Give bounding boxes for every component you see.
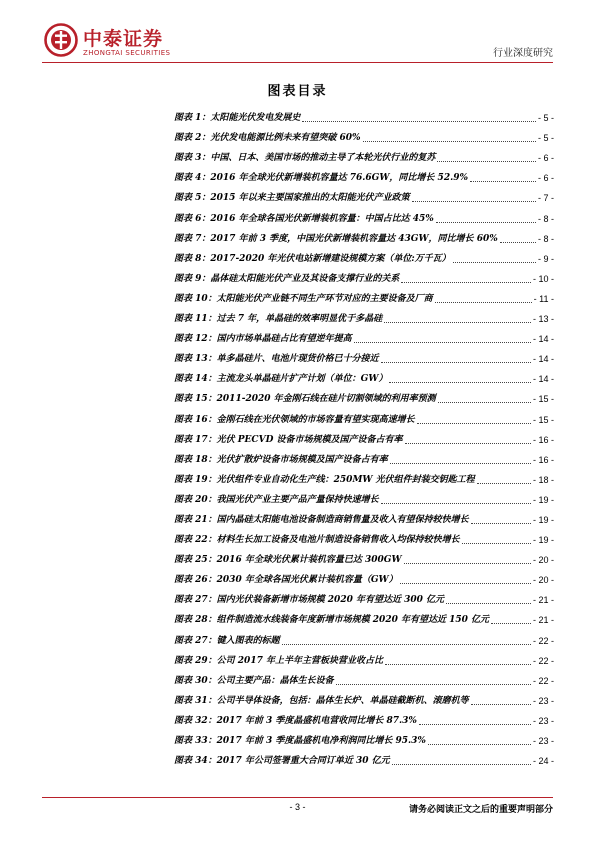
toc-entry-page: - 10 - [532, 273, 554, 284]
toc-dot-leader [389, 382, 531, 383]
header-divider [42, 62, 553, 63]
toc-entry-label: 图表 28：组件制造流水线装备年度新增市场规模 2020 年有望达近 150 亿元 [174, 615, 490, 626]
company-name-cn: 中泰证券 [83, 28, 164, 50]
toc-entry-page: - 20 - [532, 555, 554, 566]
toc-entry[interactable] [174, 626, 554, 646]
toc-dot-leader [437, 161, 536, 162]
toc-entry-label: 图表 19：光伏组件专业自动化生产线：250MW 光伏组件封装交钥匙工程 [174, 474, 475, 485]
toc-entry-page: - 21 - [532, 595, 554, 606]
toc-entry-label: 图表 1：太阳能光伏发电发展史 [174, 113, 301, 124]
toc-dot-leader [453, 262, 536, 263]
toc-entry-page: - 15 - [532, 394, 554, 405]
toc-dot-leader [400, 583, 531, 584]
toc-entry-label: 图表 27：国内光伏装备新增市场规模 2020 年有望达近 300 亿元 [174, 595, 445, 606]
toc-entry-page: - 14 - [532, 374, 554, 385]
toc-entry-label: 图表 4：2016 年全球光伏新增装机容量达 76.6GW，同比增长 52.9% [174, 173, 469, 184]
toc-entry[interactable] [174, 727, 554, 747]
toc-dot-leader [435, 302, 532, 303]
toc-dot-leader [419, 724, 531, 725]
toc-entry-page: - 21 - [532, 615, 554, 626]
toc-entry-page: - 13 - [532, 314, 554, 325]
toc-entry[interactable] [174, 405, 554, 425]
toc-entry-page: - 19 - [532, 535, 554, 546]
toc-dot-leader [381, 503, 531, 504]
toc-entry[interactable] [174, 586, 554, 606]
toc-entry[interactable] [174, 164, 554, 184]
toc-dot-leader [500, 242, 536, 243]
toc-entry[interactable] [174, 707, 554, 727]
toc-dot-leader [381, 362, 531, 363]
toc-dot-leader [417, 423, 531, 424]
toc-dot-leader [282, 644, 531, 645]
toc-entry[interactable] [174, 124, 554, 144]
zhongtai-logo-icon [44, 23, 78, 57]
toc-entry-label: 图表 27：键入图表的标题 [174, 635, 280, 646]
toc-entry-page: - 22 - [532, 655, 554, 666]
toc-dot-leader [412, 201, 536, 202]
toc-dot-leader [384, 322, 531, 323]
toc-dot-leader [436, 222, 536, 223]
toc-entry-label: 图表 17：光伏 PECVD 设备市场规模及国产设备占有率 [174, 434, 403, 445]
toc-entry-page: - 14 - [532, 354, 554, 365]
toc-entry-label: 图表 14：主流龙头单晶硅片扩产计划（单位：GW） [174, 374, 388, 385]
toc-entry-label: 图表 34：2017 年公司签署重大合同订单近 30 亿元 [174, 756, 390, 767]
page-number: - 3 - [289, 802, 306, 812]
toc-entry[interactable] [174, 365, 554, 385]
toc-entry[interactable] [174, 687, 554, 707]
toc-dot-leader [363, 141, 536, 142]
report-type-label: 行业深度研究 [493, 48, 553, 59]
toc-dot-leader [438, 402, 531, 403]
toc-entry-label: 图表 6：2016 年全球各国光伏新增装机容量：中国占比达 45% [174, 213, 434, 224]
toc-entry[interactable] [174, 667, 554, 687]
toc-entry-page: - 7 - [537, 193, 554, 204]
toc-entry[interactable] [174, 566, 554, 586]
toc-dot-leader [404, 563, 531, 564]
toc-entry[interactable] [174, 606, 554, 626]
toc-entry-page: - 24 - [532, 756, 554, 767]
toc-entry-page: - 15 - [532, 414, 554, 425]
toc-entry-page: - 8 - [537, 233, 554, 244]
toc-entry-label: 图表 13：单多晶硅片、电池片现货价格已十分接近 [174, 354, 379, 365]
toc-entry[interactable] [174, 647, 554, 667]
toc-entry[interactable] [174, 546, 554, 566]
toc-entry-label: 图表 16：金刚石线在光伏领域的市场容量有望实现高速增长 [174, 414, 415, 425]
toc-entry-label: 图表 15：2011-2020 年金刚石线在硅片切割领域的利用率预测 [174, 394, 436, 405]
toc-entry[interactable] [174, 486, 554, 506]
toc-entry[interactable] [174, 385, 554, 405]
toc-entry-page: - 22 - [532, 675, 554, 686]
toc-entry-page: - 9 - [537, 253, 554, 264]
toc-entry-page: - 5 - [537, 133, 554, 144]
toc-entry-page: - 19 - [532, 494, 554, 505]
toc-entry[interactable] [174, 506, 554, 526]
toc-dot-leader [471, 523, 531, 524]
toc-entry[interactable] [174, 526, 554, 546]
company-name-en: ZHONGTAI SECURITIES [83, 49, 171, 57]
toc-entry-label: 图表 30：公司主要产品：晶体生长设备 [174, 675, 334, 686]
toc-entry-page: - 16 - [532, 434, 554, 445]
toc-entry-label: 图表 2：光伏发电能源比例未来有望突破 60% [174, 133, 361, 144]
toc-entry-page: - 11 - [533, 293, 554, 304]
toc-dot-leader [428, 744, 531, 745]
toc-entry[interactable] [174, 446, 554, 466]
toc-dot-leader [446, 603, 531, 604]
toc-entry-label: 图表 29：公司 2017 年上半年主营板块营业收占比 [174, 655, 383, 666]
toc-entry-page: - 8 - [537, 213, 554, 224]
footer-disclaimer: 请务必阅读正文之后的重要声明部分 [408, 805, 553, 815]
toc-entry[interactable] [174, 305, 554, 325]
toc-entry-label: 图表 9：晶体硅太阳能光伏产业及其设备支撑行业的关系 [174, 273, 400, 284]
footer-divider [42, 797, 553, 798]
toc-entry-label: 图表 12：国内市场单晶硅占比有望逆年提高 [174, 334, 352, 345]
toc-entry[interactable] [174, 204, 554, 224]
toc-entry[interactable] [174, 265, 554, 285]
toc-dot-leader [401, 282, 531, 283]
toc-entry-page: - 5 - [537, 113, 554, 124]
toc-dot-leader [354, 342, 531, 343]
toc-dot-leader [336, 684, 531, 685]
toc-entry-page: - 6 - [537, 173, 554, 184]
toc-entry-page: - 23 - [532, 695, 554, 706]
toc-entry[interactable] [174, 747, 554, 767]
toc-title: 图表目录 [267, 84, 328, 99]
toc-entry[interactable] [174, 104, 554, 124]
toc-entry-label: 图表 10：太阳能光伏产业链不同生产环节对应的主要设备及厂商 [174, 293, 433, 304]
toc-entry-page: - 18 - [532, 474, 554, 485]
toc-dot-leader [477, 483, 531, 484]
toc-entry[interactable] [174, 325, 554, 345]
toc-entry-label: 图表 18：光伏扩散炉设备市场规模及国产设备占有率 [174, 454, 388, 465]
toc-dot-leader [470, 181, 536, 182]
toc-entry-label: 图表 20：我国光伏产业主要产品产量保持快速增长 [174, 494, 379, 505]
toc-entry-label: 图表 3：中国、日本、美国市场的推动主导了本轮光伏行业的复苏 [174, 153, 436, 164]
toc-list [174, 104, 554, 767]
toc-dot-leader [471, 704, 531, 705]
toc-dot-leader [385, 664, 531, 665]
toc-entry[interactable] [174, 144, 554, 164]
toc-dot-leader [392, 764, 531, 765]
toc-dot-leader [462, 543, 531, 544]
toc-entry-page: - 23 - [532, 736, 554, 746]
toc-entry-label: 图表 33：2017 年前 3 季度晶盛机电净利润同比增长 95.3% [174, 736, 426, 746]
toc-dot-leader [491, 623, 531, 624]
toc-entry-label: 图表 8：2017-2020 年光伏电站新增建设规模方案（单位:万千瓦） [174, 253, 451, 264]
toc-entry-page: - 22 - [532, 635, 554, 646]
toc-entry-page: - 19 - [532, 514, 554, 525]
toc-entry-page: - 16 - [532, 454, 554, 465]
toc-entry-label: 图表 32：2017 年前 3 季度晶盛机电营收同比增长 87.3% [174, 715, 417, 726]
toc-entry-page: - 23 - [532, 715, 554, 726]
toc-dot-leader [390, 463, 531, 464]
toc-entry-label: 图表 31：公司半导体设备，包括：晶体生长炉、单晶硅截断机、滚磨机等 [174, 695, 469, 706]
toc-entry-label: 图表 26：2030 年全球各国光伏累计装机容量（GW） [174, 575, 398, 586]
toc-entry-page: - 6 - [537, 153, 554, 164]
toc-entry-label: 图表 25：2016 年全球光伏累计装机容量已达 300GW [174, 555, 402, 566]
toc-dot-leader [405, 443, 531, 444]
toc-entry[interactable] [174, 225, 554, 245]
toc-entry[interactable] [174, 345, 554, 365]
toc-entry-page: - 14 - [532, 334, 554, 345]
toc-entry[interactable] [174, 245, 554, 265]
toc-entry[interactable] [174, 466, 554, 486]
toc-entry[interactable] [174, 426, 554, 446]
page-header [0, 0, 595, 70]
toc-entry-label: 图表 22：材料生长加工设备及电池片制造设备销售收入均保持较快增长 [174, 535, 460, 546]
toc-entry[interactable] [174, 285, 554, 305]
toc-entry-label: 图表 21：国内晶硅太阳能电池设备制造商销售量及收入有望保持较快增长 [174, 514, 469, 525]
toc-entry[interactable] [174, 184, 554, 204]
toc-entry-label: 图表 11：过去 7 年，单晶硅的效率明显优于多晶硅 [174, 314, 383, 325]
toc-entry-label: 图表 7：2017 年前 3 季度，中国光伏新增装机容量达 43GW，同比增长 60% [174, 233, 498, 244]
toc-dot-leader [302, 121, 536, 122]
toc-entry-label: 图表 5：2015 年以来主要国家推出的太阳能光伏产业政策 [174, 193, 410, 204]
toc-entry-page: - 20 - [532, 575, 554, 586]
